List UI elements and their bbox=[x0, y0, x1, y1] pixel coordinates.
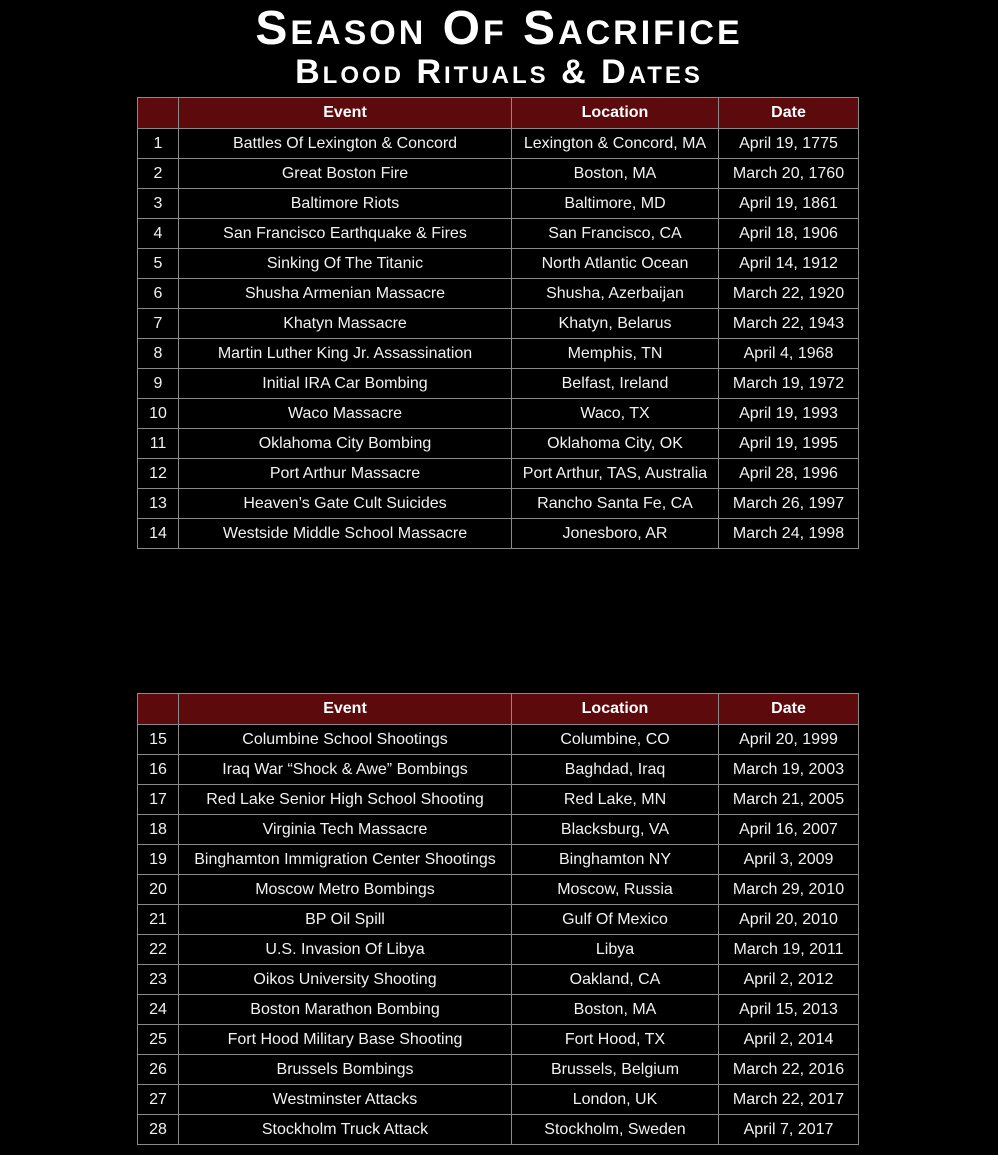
date-cell: March 22, 2016 bbox=[719, 1055, 859, 1085]
event-cell: Binghamton Immigration Center Shootings bbox=[179, 845, 512, 875]
event-cell: Iraq War “Shock & Awe” Bombings bbox=[179, 755, 512, 785]
table-row bbox=[138, 399, 859, 429]
table-row bbox=[138, 755, 859, 785]
table-row bbox=[138, 279, 859, 309]
table-row bbox=[138, 219, 859, 249]
date-cell: March 19, 2003 bbox=[719, 755, 859, 785]
event-cell: Moscow Metro Bombings bbox=[179, 875, 512, 905]
event-cell: Baltimore Riots bbox=[179, 189, 512, 219]
location-cell: Belfast, Ireland bbox=[512, 369, 719, 399]
event-cell: Khatyn Massacre bbox=[179, 309, 512, 339]
date-cell: March 22, 1943 bbox=[719, 309, 859, 339]
table-row bbox=[138, 845, 859, 875]
event-cell: Heaven’s Gate Cult Suicides bbox=[179, 489, 512, 519]
row-number: 13 bbox=[138, 489, 179, 519]
row-number: 1 bbox=[138, 129, 179, 159]
table-row bbox=[138, 725, 859, 755]
row-number: 6 bbox=[138, 279, 179, 309]
table-row bbox=[138, 1115, 859, 1145]
location-cell: Stockholm, Sweden bbox=[512, 1115, 719, 1145]
location-cell: North Atlantic Ocean bbox=[512, 249, 719, 279]
location-cell: Memphis, TN bbox=[512, 339, 719, 369]
row-number: 2 bbox=[138, 159, 179, 189]
row-number: 22 bbox=[138, 935, 179, 965]
date-cell: March 20, 1760 bbox=[719, 159, 859, 189]
date-cell: April 19, 1861 bbox=[719, 189, 859, 219]
location-cell: Khatyn, Belarus bbox=[512, 309, 719, 339]
date-cell: April 14, 1912 bbox=[719, 249, 859, 279]
date-cell: March 19, 1972 bbox=[719, 369, 859, 399]
location-cell: Waco, TX bbox=[512, 399, 719, 429]
location-cell: Port Arthur, TAS, Australia bbox=[512, 459, 719, 489]
table-row bbox=[138, 249, 859, 279]
location-cell: London, UK bbox=[512, 1085, 719, 1115]
row-number: 8 bbox=[138, 339, 179, 369]
row-number: 19 bbox=[138, 845, 179, 875]
date-cell: March 22, 1920 bbox=[719, 279, 859, 309]
location-cell: Oklahoma City, OK bbox=[512, 429, 719, 459]
row-number: 9 bbox=[138, 369, 179, 399]
header-event: Event bbox=[179, 694, 512, 725]
row-number: 25 bbox=[138, 1025, 179, 1055]
row-number: 18 bbox=[138, 815, 179, 845]
event-cell: U.S. Invasion Of Libya bbox=[179, 935, 512, 965]
date-cell: April 2, 2014 bbox=[719, 1025, 859, 1055]
location-cell: Binghamton NY bbox=[512, 845, 719, 875]
header-number bbox=[138, 98, 179, 129]
event-cell: Martin Luther King Jr. Assassination bbox=[179, 339, 512, 369]
table-row bbox=[138, 1055, 859, 1085]
table-row bbox=[138, 309, 859, 339]
event-cell: Virginia Tech Massacre bbox=[179, 815, 512, 845]
location-cell: Red Lake, MN bbox=[512, 785, 719, 815]
table-body-1 bbox=[138, 129, 859, 549]
date-cell: March 19, 2011 bbox=[719, 935, 859, 965]
event-cell: Oklahoma City Bombing bbox=[179, 429, 512, 459]
date-cell: March 29, 2010 bbox=[719, 875, 859, 905]
location-cell: San Francisco, CA bbox=[512, 219, 719, 249]
location-cell: Lexington & Concord, MA bbox=[512, 129, 719, 159]
date-cell: March 26, 1997 bbox=[719, 489, 859, 519]
event-cell: BP Oil Spill bbox=[179, 905, 512, 935]
table-row bbox=[138, 339, 859, 369]
header-date: Date bbox=[719, 98, 859, 129]
event-cell: Westminster Attacks bbox=[179, 1085, 512, 1115]
date-cell: March 24, 1998 bbox=[719, 519, 859, 549]
row-number: 21 bbox=[138, 905, 179, 935]
header-number bbox=[138, 694, 179, 725]
location-cell: Baltimore, MD bbox=[512, 189, 719, 219]
date-cell: April 28, 1996 bbox=[719, 459, 859, 489]
header-location: Location bbox=[512, 694, 719, 725]
date-cell: April 18, 1906 bbox=[719, 219, 859, 249]
date-cell: April 2, 2012 bbox=[719, 965, 859, 995]
row-number: 15 bbox=[138, 725, 179, 755]
table-row bbox=[138, 189, 859, 219]
row-number: 11 bbox=[138, 429, 179, 459]
location-cell: Blacksburg, VA bbox=[512, 815, 719, 845]
header-location: Location bbox=[512, 98, 719, 129]
location-cell: Libya bbox=[512, 935, 719, 965]
date-cell: April 16, 2007 bbox=[719, 815, 859, 845]
event-cell: Oikos University Shooting bbox=[179, 965, 512, 995]
table-row bbox=[138, 519, 859, 549]
table-row bbox=[138, 965, 859, 995]
event-cell: Westside Middle School Massacre bbox=[179, 519, 512, 549]
location-cell: Fort Hood, TX bbox=[512, 1025, 719, 1055]
date-cell: April 15, 2013 bbox=[719, 995, 859, 1025]
row-number: 28 bbox=[138, 1115, 179, 1145]
event-cell: Boston Marathon Bombing bbox=[179, 995, 512, 1025]
row-number: 3 bbox=[138, 189, 179, 219]
row-number: 24 bbox=[138, 995, 179, 1025]
header-event: Event bbox=[179, 98, 512, 129]
row-number: 20 bbox=[138, 875, 179, 905]
row-number: 26 bbox=[138, 1055, 179, 1085]
row-number: 23 bbox=[138, 965, 179, 995]
date-cell: April 7, 2017 bbox=[719, 1115, 859, 1145]
location-cell: Rancho Santa Fe, CA bbox=[512, 489, 719, 519]
date-cell: March 22, 2017 bbox=[719, 1085, 859, 1115]
table-row bbox=[138, 815, 859, 845]
table-row bbox=[138, 875, 859, 905]
table-row bbox=[138, 995, 859, 1025]
event-cell: Fort Hood Military Base Shooting bbox=[179, 1025, 512, 1055]
event-cell: San Francisco Earthquake & Fires bbox=[179, 219, 512, 249]
location-cell: Moscow, Russia bbox=[512, 875, 719, 905]
event-cell: Great Boston Fire bbox=[179, 159, 512, 189]
location-cell: Boston, MA bbox=[512, 159, 719, 189]
table-row bbox=[138, 935, 859, 965]
table-row bbox=[138, 129, 859, 159]
header-date: Date bbox=[719, 694, 859, 725]
location-cell: Oakland, CA bbox=[512, 965, 719, 995]
page-subtitle: Blood Rituals & Dates bbox=[295, 53, 703, 91]
location-cell: Shusha, Azerbaijan bbox=[512, 279, 719, 309]
date-cell: April 19, 1993 bbox=[719, 399, 859, 429]
event-cell: Sinking Of The Titanic bbox=[179, 249, 512, 279]
location-cell: Jonesboro, AR bbox=[512, 519, 719, 549]
page-title: Season Of Sacrifice bbox=[255, 2, 743, 55]
location-cell: Gulf Of Mexico bbox=[512, 905, 719, 935]
row-number: 16 bbox=[138, 755, 179, 785]
event-cell: Shusha Armenian Massacre bbox=[179, 279, 512, 309]
row-number: 12 bbox=[138, 459, 179, 489]
table-row bbox=[138, 459, 859, 489]
table-row bbox=[138, 785, 859, 815]
table-row bbox=[138, 1025, 859, 1055]
date-cell: April 4, 1968 bbox=[719, 339, 859, 369]
location-cell: Baghdad, Iraq bbox=[512, 755, 719, 785]
date-cell: April 19, 1995 bbox=[719, 429, 859, 459]
row-number: 4 bbox=[138, 219, 179, 249]
row-number: 27 bbox=[138, 1085, 179, 1115]
date-cell: April 19, 1775 bbox=[719, 129, 859, 159]
row-number: 14 bbox=[138, 519, 179, 549]
event-cell: Stockholm Truck Attack bbox=[179, 1115, 512, 1145]
row-number: 7 bbox=[138, 309, 179, 339]
table-row bbox=[138, 489, 859, 519]
row-number: 17 bbox=[138, 785, 179, 815]
table-row bbox=[138, 429, 859, 459]
event-cell: Battles Of Lexington & Concord bbox=[179, 129, 512, 159]
table-row bbox=[138, 159, 859, 189]
table-body-2 bbox=[138, 725, 859, 1145]
events-table-1 bbox=[137, 97, 859, 549]
events-table-2 bbox=[137, 693, 859, 1145]
event-cell: Brussels Bombings bbox=[179, 1055, 512, 1085]
location-cell: Columbine, CO bbox=[512, 725, 719, 755]
table-header-row bbox=[138, 694, 859, 725]
date-cell: March 21, 2005 bbox=[719, 785, 859, 815]
event-cell: Port Arthur Massacre bbox=[179, 459, 512, 489]
location-cell: Brussels, Belgium bbox=[512, 1055, 719, 1085]
table-header-row bbox=[138, 98, 859, 129]
table-row bbox=[138, 369, 859, 399]
date-cell: April 20, 1999 bbox=[719, 725, 859, 755]
date-cell: April 20, 2010 bbox=[719, 905, 859, 935]
date-cell: April 3, 2009 bbox=[719, 845, 859, 875]
event-cell: Waco Massacre bbox=[179, 399, 512, 429]
row-number: 5 bbox=[138, 249, 179, 279]
row-number: 10 bbox=[138, 399, 179, 429]
event-cell: Initial IRA Car Bombing bbox=[179, 369, 512, 399]
event-cell: Columbine School Shootings bbox=[179, 725, 512, 755]
event-cell: Red Lake Senior High School Shooting bbox=[179, 785, 512, 815]
table-row bbox=[138, 905, 859, 935]
table-row bbox=[138, 1085, 859, 1115]
location-cell: Boston, MA bbox=[512, 995, 719, 1025]
